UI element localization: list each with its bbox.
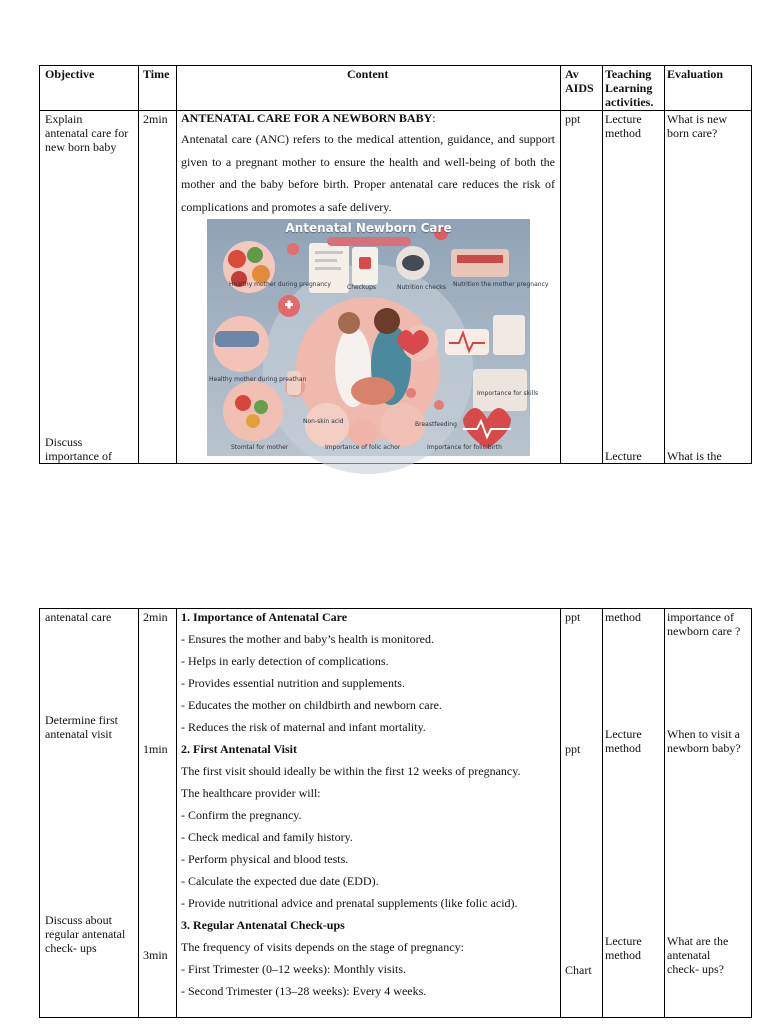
header-time: Time (143, 67, 170, 81)
objective-cell: antenatal care (45, 610, 112, 624)
bullet-item: - Reduces the risk of maternal and infant mortality. (181, 720, 426, 734)
content-line: The frequency of visits depends on the stage of pregnancy: (181, 940, 464, 954)
content-line: The healthcare provider will: (181, 786, 321, 800)
objective-discuss-importance: Discuss importance of (45, 435, 112, 463)
infographic-title: Antenatal Newborn Care (285, 221, 452, 235)
time-cell: 1min (143, 742, 168, 756)
evaluation-question: importance of newborn care ? (667, 610, 741, 638)
bullet-item: - Helps in early detection of complications. (181, 654, 389, 668)
content-heading: ANTENATAL CARE FOR A NEWBORN BABY: (181, 111, 436, 125)
av-aid-cell: ppt (565, 112, 581, 126)
content-paragraph: Antenatal care (ANC) refers to the medical attention, guidance, and support given to a pregnant mother to ensure the health and well-being of both the mother and the baby before birth. Proper antenatal care reduces the risk of complications and promotes a safe delivery. (181, 132, 555, 214)
teaching-method-cell: Lecture (605, 449, 642, 463)
bullet-item: - Perform physical and blood tests. (181, 852, 349, 866)
infographic-label: Importance for skills (477, 390, 539, 397)
av-aid-cell: Chart (565, 963, 592, 977)
teaching-method-cell: Lecture method (605, 727, 642, 755)
teaching-method-cell: Lecture method (605, 112, 642, 140)
infographic-label: Nutrition checks (397, 284, 446, 291)
infographic-subtitle-badge (327, 237, 411, 246)
infographic-label: Importance for folic birth (427, 444, 502, 451)
teaching-method-cell: method (605, 610, 641, 624)
bullet-item: - First Trimester (0–12 weeks): Monthly visits. (181, 962, 407, 976)
infographic-label: Healthy mother during preathan (209, 376, 307, 383)
antenatal-newborn-care-infographic (207, 219, 549, 456)
bullet-item: - Calculate the expected due date (EDD). (181, 874, 379, 888)
header-av-aids: Av AIDS (565, 67, 594, 95)
evaluation-question: When to visit a newborn baby? (667, 727, 741, 755)
infographic-label: Healthy mother during pregnancy (229, 281, 331, 288)
av-aid-cell: ppt (565, 742, 581, 756)
time-cell: 3min (143, 948, 168, 962)
teaching-method-cell: Lecture method (605, 934, 642, 962)
bullet-item: - Second Trimester (13–28 weeks): Every 4 weeks. (181, 984, 427, 998)
time-cell: 2min (143, 112, 168, 126)
section-heading: 3. Regular Antenatal Check-ups (181, 918, 345, 932)
bullet-item: - Confirm the pregnancy. (181, 808, 302, 822)
header-evaluation: Evaluation (667, 67, 724, 81)
evaluation-question: What is the (667, 449, 722, 463)
bullet-item: - Provides essential nutrition and supplements. (181, 676, 405, 690)
objective-explain-antenatal-care: Explain antenatal care for new born baby (45, 112, 129, 154)
infographic-label: Stomtal for mother (231, 444, 289, 451)
av-aid-cell: ppt (565, 610, 581, 624)
header-teaching-learning: Teaching Learning activities. (605, 67, 654, 109)
bullet-item: - Ensures the mother and baby’s health is monitored. (181, 632, 434, 646)
bullet-item: - Check medical and family history. (181, 830, 353, 844)
infographic-label: Nutrition the mother pregnancy (453, 281, 549, 288)
bullet-item: - Provide nutritional advice and prenatal supplements (like folic acid). (181, 896, 518, 910)
infographic-label: Importance of folic achor (325, 444, 401, 451)
evaluation-question: What are the antenatal check- ups? (667, 934, 729, 976)
evaluation-question: What is new born care? (667, 112, 727, 140)
objective-determine-first-visit: Determine first antenatal visit (45, 713, 118, 741)
header-objective: Objective (45, 67, 95, 81)
content-line: The first visit should ideally be within the first 12 weeks of pregnancy. (181, 764, 521, 778)
bullet-item: - Educates the mother on childbirth and newborn care. (181, 698, 442, 712)
infographic-label: Non-skin acid (303, 418, 344, 425)
header-content: Content (347, 67, 389, 81)
time-cell: 2min (143, 610, 168, 624)
infographic-label: Breastfeeding (415, 421, 457, 428)
section-heading: 1. Importance of Antenatal Care (181, 610, 348, 624)
objective-regular-checkups: Discuss about regular antenatal check- ups (45, 913, 126, 955)
section-heading: 2. First Antenatal Visit (181, 742, 297, 756)
infographic-label: Checkups (347, 284, 377, 291)
